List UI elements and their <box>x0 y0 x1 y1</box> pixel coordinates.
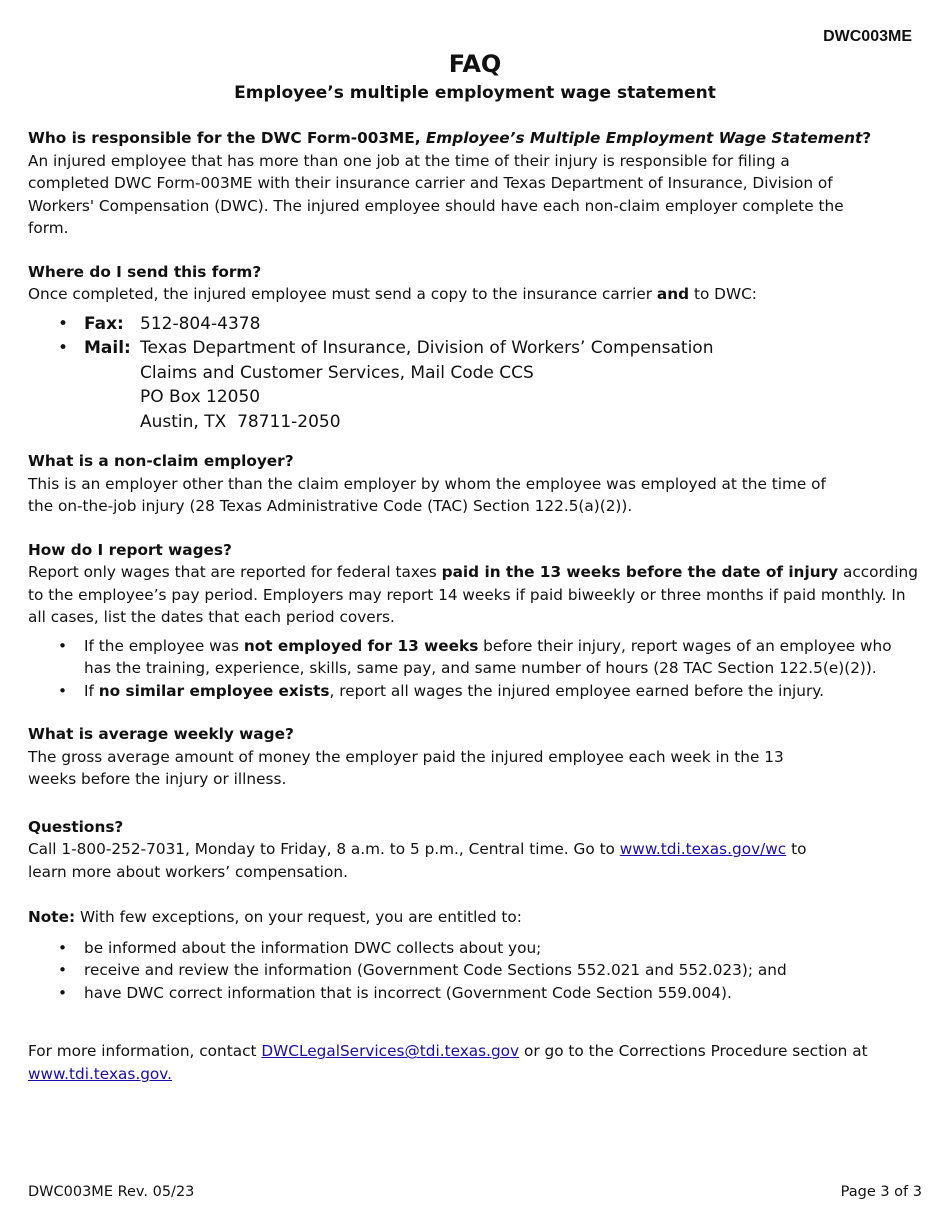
question-questions: Questions? <box>28 817 124 836</box>
answer-questions: Call 1-800-252-7031, Monday to Friday, 8 a.m. to 5 p.m., Central time. Go to www.tdi.texas.gov/wc to learn more about workers’ compensation. <box>28 840 807 881</box>
form-code: DWC003ME <box>823 28 912 45</box>
section-note <box>28 906 923 1004</box>
fax-value: 512-804-4378 <box>140 313 261 334</box>
footer-revision: DWC003ME Rev. 05/23 <box>28 1184 195 1200</box>
note-list <box>28 937 923 1005</box>
list-item: • be informed about the information DWC collects about you; <box>84 937 923 960</box>
fax-label: • Fax: <box>84 313 124 334</box>
faq-content <box>28 127 923 1085</box>
section-more-info <box>28 1040 923 1085</box>
question-average-wage: What is average weekly wage? <box>28 725 294 744</box>
question-non-claim: What is a non-claim employer? <box>28 452 294 471</box>
legal-services-email-link[interactable]: DWCLegalServices@tdi.texas.gov <box>261 1042 520 1061</box>
section-report-wages <box>28 539 923 703</box>
page-subtitle: Employee’s multiple employment wage statement <box>234 83 716 103</box>
mail-address: Texas Department of Insurance, Division of Workers’ Compensation Claims and Customer Services, Mail Code CCS PO Box 12050 Austin, TX 78711-2050 <box>140 338 714 432</box>
footer-page-number: Page 3 of 3 <box>840 1184 922 1200</box>
more-info-text: For more information, contact DWCLegalServices@tdi.texas.gov or go to the Corrections Procedure section at www.tdi.texas.gov. <box>28 1042 868 1083</box>
contact-list <box>28 312 923 435</box>
answer-report-wages: Report only wages that are reported for federal taxes paid in the 13 weeks before the date of injury according to the employee’s pay period. Employers may report 14 weeks if paid biweekly or three months if paid monthly. In all cases, list the dates that each period covers. <box>28 563 918 627</box>
tdi-wc-link[interactable]: www.tdi.texas.gov/wc <box>619 840 787 859</box>
note-intro: Note: With few exceptions, on your request, you are entitled to: <box>28 908 522 927</box>
section-average-wage <box>28 723 923 791</box>
answer-non-claim: This is an employer other than the claim employer by whom the employee was employed at the time of the on-the-job injury (28 Texas Administrative Code (TAC) Section 122.5(a)(2)). <box>28 474 826 516</box>
section-questions <box>28 816 923 884</box>
question-send: Where do I send this form? <box>28 262 262 281</box>
question-responsible: Who is responsible for the DWC Form-003ME, Employee’s Multiple Employment Wage Statement? <box>28 129 872 147</box>
fax-row <box>28 312 923 337</box>
answer-responsible: An injured employee that has more than one job at the time of their injury is responsible for filing a completed DWC Form-003ME with their insurance carrier and Texas Department of Insurance, Division of Workers' Compensation (DWC). The injured employee should have each non-claim employer complete the form. <box>28 151 844 237</box>
section-responsible <box>28 127 923 240</box>
mail-row <box>28 336 923 434</box>
tdi-home-link[interactable]: www.tdi.texas.gov. <box>28 1064 173 1083</box>
list-item: • have DWC correct information that is incorrect (Government Code Section 559.004). <box>84 982 923 1005</box>
mail-label: • Mail: <box>84 338 131 359</box>
section-send <box>28 261 923 435</box>
page-title: FAQ <box>448 50 502 78</box>
answer-send: Once completed, the injured employee must send a copy to the insurance carrier and to DWC: <box>28 285 757 303</box>
answer-average-wage: The gross average amount of money the employer paid the injured employee each week in the 13 weeks before the injury or illness. <box>28 747 784 789</box>
list-item: • receive and review the information (Government Code Sections 552.021 and 552.023); and <box>84 959 923 982</box>
question-report-wages: How do I report wages? <box>28 540 232 559</box>
list-item: • If no similar employee exists, report all wages the injured employee earned before the injury. <box>84 680 923 703</box>
section-non-claim <box>28 450 923 518</box>
list-item: • If the employee was not employed for 13 weeks before their injury, report wages of an employee who has the training, experience, skills, same pay, and same number of hours (28 TAC Section 122.5(e)(2)). <box>84 635 923 680</box>
wage-rules-list <box>28 635 923 703</box>
